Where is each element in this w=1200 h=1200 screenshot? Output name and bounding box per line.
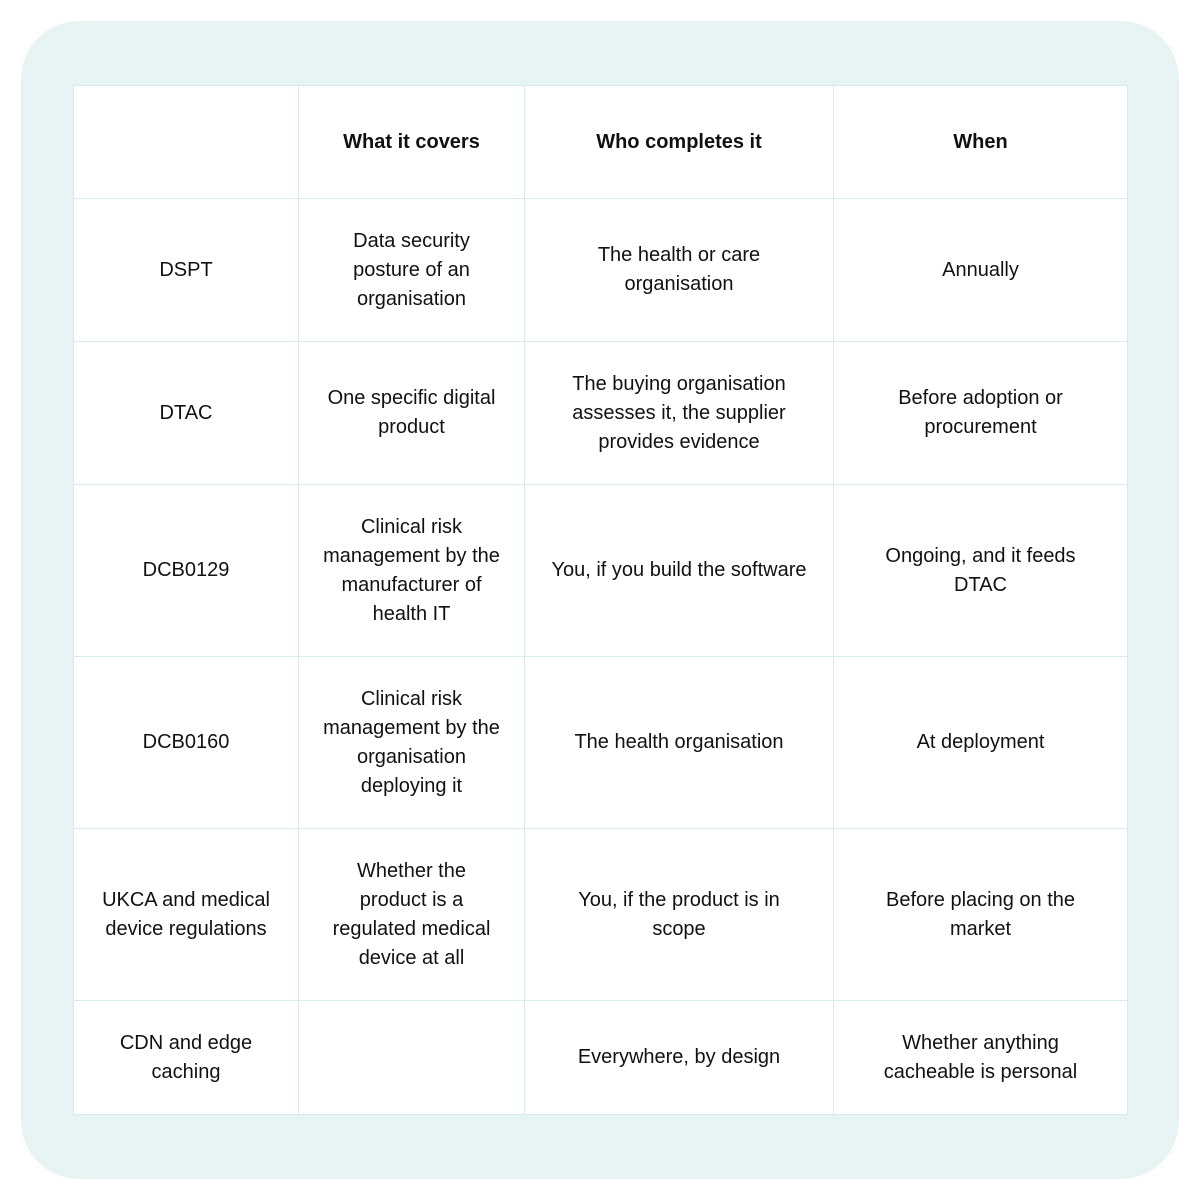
who-cell: The health organisation xyxy=(525,657,834,829)
covers-cell: One specific digital product xyxy=(299,342,525,485)
table-header-row xyxy=(74,86,1128,199)
comparison-table xyxy=(73,85,1128,1115)
covers-cell: Clinical risk management by the organisation deploying it xyxy=(299,657,525,829)
when-cell: At deployment xyxy=(834,657,1128,829)
table-row xyxy=(74,199,1128,342)
header-who-completes-it: Who completes it xyxy=(525,86,834,199)
row-name-cell: UKCA and medical device regulations xyxy=(74,829,299,1001)
who-cell: The buying organisation assesses it, the supplier provides evidence xyxy=(525,342,834,485)
table-row xyxy=(74,829,1128,1001)
covers-cell: Clinical risk management by the manufacturer of health IT xyxy=(299,485,525,657)
covers-cell: Data security posture of an organisation xyxy=(299,199,525,342)
covers-cell: Whether the product is a regulated medical device at all xyxy=(299,829,525,1001)
when-cell: Annually xyxy=(834,199,1128,342)
table-row xyxy=(74,1001,1128,1115)
row-name-cell: DSPT xyxy=(74,199,299,342)
header-when: When xyxy=(834,86,1128,199)
when-cell: Before placing on the market xyxy=(834,829,1128,1001)
row-name-cell: DCB0129 xyxy=(74,485,299,657)
table-row xyxy=(74,485,1128,657)
who-cell: You, if you build the software xyxy=(525,485,834,657)
when-cell: Whether anything cacheable is personal xyxy=(834,1001,1128,1115)
who-cell: Everywhere, by design xyxy=(525,1001,834,1115)
header-what-it-covers: What it covers xyxy=(299,86,525,199)
table-row xyxy=(74,657,1128,829)
row-name-cell: DTAC xyxy=(74,342,299,485)
row-name-cell: DCB0160 xyxy=(74,657,299,829)
who-cell: The health or care organisation xyxy=(525,199,834,342)
table-row xyxy=(74,342,1128,485)
row-name-cell: CDN and edge caching xyxy=(74,1001,299,1115)
when-cell: Ongoing, and it feeds DTAC xyxy=(834,485,1128,657)
header-corner-cell xyxy=(74,86,299,199)
covers-cell xyxy=(299,1001,525,1115)
when-cell: Before adoption or procurement xyxy=(834,342,1128,485)
who-cell: You, if the product is in scope xyxy=(525,829,834,1001)
